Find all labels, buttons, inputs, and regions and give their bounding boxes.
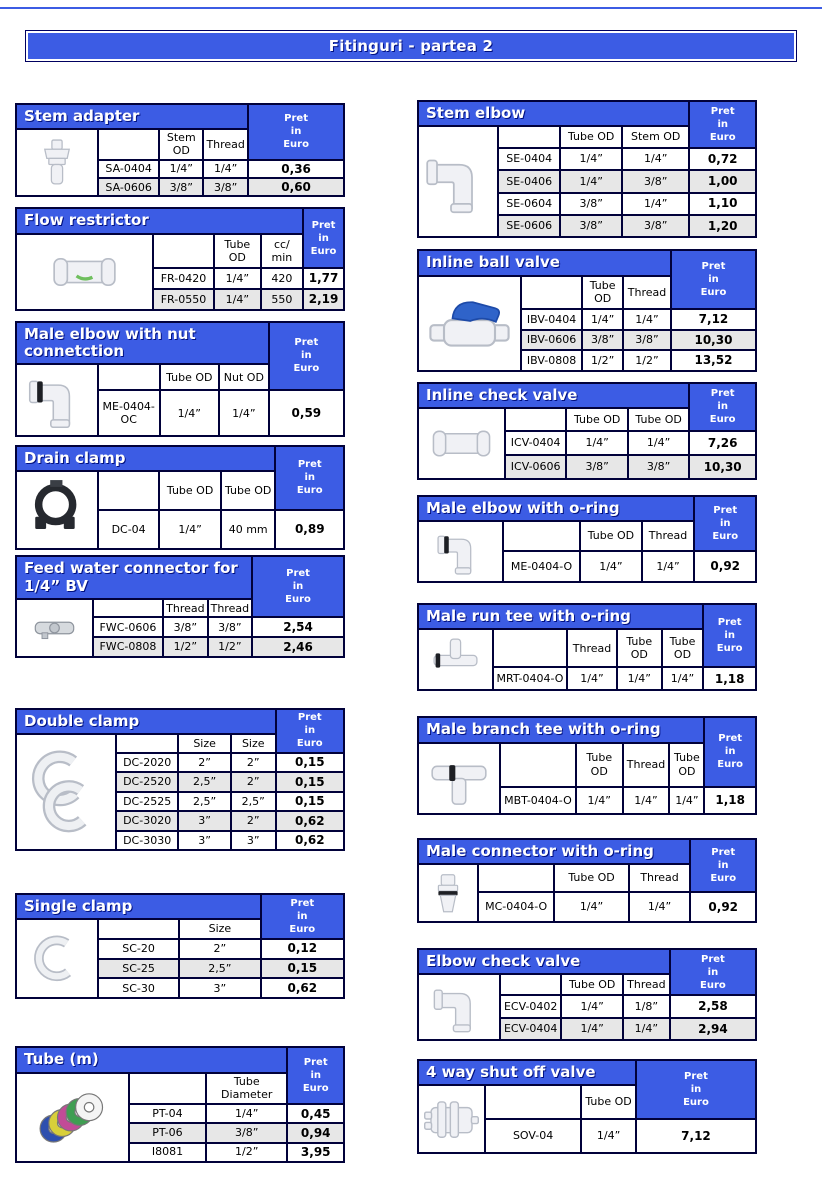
product-code: SA-0404	[98, 160, 159, 178]
price-header	[303, 208, 344, 268]
product-image-ball-valve	[418, 276, 521, 371]
column-header: Thread	[567, 629, 617, 667]
price-header-label: Pret in Euro	[293, 337, 320, 375]
price-value: 0,60	[248, 178, 344, 196]
product-code: ECV-0404	[500, 1018, 562, 1040]
column-header: Tube OD	[581, 1085, 636, 1118]
page-title-bar	[25, 30, 797, 62]
product-code: PT-06	[129, 1123, 206, 1142]
price-value: 10,30	[689, 455, 756, 479]
price-value: 0,45	[287, 1104, 344, 1123]
price-value: 7,12	[636, 1119, 756, 1154]
product-code: DC-3020	[116, 811, 178, 830]
price-value: 0,59	[269, 390, 344, 436]
price-value: 0,62	[276, 831, 344, 850]
product-photo	[421, 867, 475, 919]
column-header: Thread	[208, 599, 252, 617]
spec-value: 1/4”	[582, 309, 623, 329]
product-code: MC-0404-O	[478, 892, 554, 922]
spec-value: 3”	[231, 831, 276, 850]
product-image-single-clamp	[16, 919, 98, 998]
spec-value: 3/8”	[159, 178, 203, 196]
product-table-check-valve	[417, 382, 757, 480]
code-column-header	[98, 919, 179, 938]
product-code: DC-04	[98, 510, 159, 550]
price-header-label: Pret in Euro	[310, 219, 337, 257]
spec-value: 1/4”	[566, 431, 627, 455]
product-code: ICV-0606	[505, 455, 567, 479]
table-title: Inline ball valve	[418, 250, 671, 275]
spec-value: 2”	[231, 811, 276, 830]
product-code: PT-04	[129, 1104, 206, 1123]
product-image-elbow-oring	[418, 521, 503, 582]
price-value: 0,62	[261, 978, 344, 998]
spec-value: 1/4”	[560, 148, 622, 170]
product-code: MBT-0404-O	[500, 787, 576, 814]
price-value: 0,89	[275, 510, 344, 550]
code-column-header	[493, 629, 567, 667]
product-code: DC-3030	[116, 831, 178, 850]
spec-value: 1/4”	[561, 995, 622, 1017]
price-value: 2,19	[303, 289, 344, 310]
product-code: SE-0606	[498, 215, 561, 237]
table-title: Male elbow with o-ring	[418, 496, 694, 521]
code-column-header	[129, 1073, 206, 1105]
product-photo	[19, 474, 95, 546]
spec-value: 1/4”	[581, 1119, 636, 1154]
product-code: DC-2525	[116, 792, 178, 811]
product-code: I8081	[129, 1143, 206, 1162]
right-column	[417, 100, 757, 1154]
price-header	[636, 1060, 756, 1119]
spec-value: 3/8”	[560, 215, 622, 237]
product-code: DC-2020	[116, 753, 178, 772]
spec-value: 2”	[179, 939, 260, 959]
spec-value: 3/8”	[206, 1123, 287, 1142]
price-header	[689, 383, 756, 431]
table-title: Stem elbow	[418, 101, 689, 126]
product-code: SOV-04	[485, 1119, 581, 1154]
spec-value: 2,5”	[179, 959, 260, 979]
code-column-header	[98, 471, 159, 509]
price-value: 1,10	[689, 193, 756, 215]
code-column-header	[98, 129, 159, 159]
product-table-elbow-check	[417, 948, 757, 1041]
price-header	[252, 556, 344, 617]
product-code: FWC-0808	[93, 637, 163, 657]
price-header-label: Pret in Euro	[712, 504, 739, 542]
table-title: Inline check valve	[418, 383, 689, 408]
spec-value: 3/8”	[560, 193, 622, 215]
price-header-label: Pret in Euro	[716, 617, 743, 655]
product-code: MRT-0404-O	[493, 667, 567, 690]
price-value: 0,15	[276, 753, 344, 772]
spec-value: 3”	[179, 978, 260, 998]
product-code: ME-0404-OC	[98, 390, 160, 436]
table-title: Male run tee with o-ring	[418, 604, 703, 629]
product-code: SA-0606	[98, 178, 159, 196]
code-column-header	[521, 276, 582, 310]
table-title: Flow restrictor	[16, 208, 303, 233]
left-column	[15, 103, 345, 1163]
product-image-check-valve	[418, 408, 505, 479]
table-title: Male connector with o-ring	[418, 839, 690, 864]
spec-value: 1/4”	[203, 160, 248, 178]
price-header-label: Pret in Euro	[285, 568, 311, 606]
product-image-run-tee	[418, 629, 493, 690]
spec-value: 1/4”	[617, 667, 662, 690]
price-value: 1,77	[303, 268, 344, 289]
column-header: Tube OD	[582, 276, 623, 310]
product-table-connector-oring	[417, 838, 757, 923]
spec-value: 3/8”	[208, 617, 252, 637]
price-header	[704, 717, 756, 786]
price-header-label: Pret in Euro	[717, 733, 744, 771]
code-column-header	[498, 126, 561, 148]
table-title: Stem adapter	[16, 104, 248, 129]
product-image-tube	[16, 1073, 129, 1162]
product-table-branch-tee	[417, 716, 757, 814]
price-header	[248, 104, 344, 160]
product-code: IBV-0606	[521, 330, 582, 350]
price-value: 0,94	[287, 1123, 344, 1142]
column-header: Stem OD	[622, 126, 689, 148]
table-title: Single clamp	[16, 894, 261, 919]
product-code: IBV-0404	[521, 309, 582, 329]
table-title: 4 way shut off valve	[418, 1060, 636, 1085]
price-header	[276, 709, 344, 753]
column-header: cc/ min	[261, 234, 304, 268]
column-header: Thread	[642, 521, 695, 551]
table-title: Tube (m)	[16, 1047, 287, 1072]
product-photo	[421, 746, 497, 811]
spec-value: 1/4”	[567, 667, 617, 690]
product-photo	[421, 632, 490, 687]
code-column-header	[116, 734, 178, 753]
price-value: 13,52	[671, 350, 756, 370]
product-table-run-tee	[417, 603, 757, 691]
price-header	[671, 250, 756, 309]
spec-value: 2”	[178, 753, 231, 772]
table-title: Feed water connector for 1/4” BV	[16, 556, 252, 599]
spec-value: 1/4”	[628, 431, 689, 455]
product-photo	[421, 129, 495, 234]
price-header	[287, 1047, 344, 1104]
column-header: Nut OD	[219, 364, 269, 390]
product-photo	[19, 737, 113, 847]
code-column-header	[98, 364, 160, 390]
column-header: Tube OD	[561, 974, 622, 995]
product-table-drain-clamp	[15, 445, 345, 550]
spec-value: 1/2”	[206, 1143, 287, 1162]
product-table-shutoff-valve	[417, 1059, 757, 1154]
product-image-stem-elbow	[418, 126, 498, 237]
product-photo	[421, 1088, 482, 1150]
spec-value: 3/8”	[582, 330, 623, 350]
product-table-stem-elbow	[417, 100, 757, 238]
spec-value: 1/4”	[206, 1104, 287, 1123]
product-code: SE-0406	[498, 170, 561, 192]
price-value: 0,36	[248, 160, 344, 178]
table-title: Elbow check valve	[418, 949, 670, 974]
table-title: Double clamp	[16, 709, 276, 734]
spec-value: 1/4”	[561, 1018, 622, 1040]
column-header: Size	[178, 734, 231, 753]
spec-value: 40 mm	[221, 510, 276, 550]
price-value: 0,72	[689, 148, 756, 170]
spec-value: 1/4”	[622, 193, 689, 215]
product-code: SC-25	[98, 959, 179, 979]
price-header-label: Pret in Euro	[709, 388, 736, 426]
price-header	[694, 496, 756, 551]
spec-value: 420	[261, 268, 304, 289]
product-code: SC-30	[98, 978, 179, 998]
price-header	[275, 446, 344, 510]
spec-value: 1/2”	[623, 350, 671, 370]
spec-value: 3/8”	[566, 455, 627, 479]
top-divider	[0, 7, 822, 9]
spec-value: 1/4”	[554, 892, 628, 922]
product-table-male-elbow-nut	[15, 321, 345, 438]
spec-value: 1/4”	[580, 551, 641, 582]
spec-value: 3/8”	[203, 178, 248, 196]
spec-value: 550	[261, 289, 304, 310]
spec-value: 1/8”	[623, 995, 670, 1017]
product-code: SE-0604	[498, 193, 561, 215]
spec-value: 3”	[178, 831, 231, 850]
column-header: Tube OD	[221, 471, 276, 509]
spec-value: 2,5”	[231, 792, 276, 811]
product-photo	[421, 977, 497, 1037]
spec-value: 3/8”	[628, 455, 689, 479]
price-header-label: Pret in Euro	[289, 897, 316, 935]
table-title: Drain clamp	[16, 446, 275, 471]
column-header: Stem OD	[159, 129, 203, 159]
column-header: Tube OD	[560, 126, 622, 148]
product-photo	[421, 411, 502, 476]
product-table-flow-restrictor	[15, 207, 345, 310]
column-header: Tube OD	[159, 471, 221, 509]
column-header: Tube OD	[669, 743, 704, 787]
column-header: Tube Diameter	[206, 1073, 287, 1105]
price-value: 2,54	[252, 617, 344, 637]
product-table-stem-adapter	[15, 103, 345, 197]
product-table-ball-valve	[417, 249, 757, 371]
code-column-header	[500, 974, 562, 995]
column-header: Tube OD	[160, 364, 220, 390]
price-header-label: Pret in Euro	[683, 1070, 709, 1108]
spec-value: 1/2”	[163, 637, 207, 657]
price-value: 1,00	[689, 170, 756, 192]
product-photo	[19, 1076, 126, 1159]
price-value: 2,46	[252, 637, 344, 657]
product-table-feed-water	[15, 555, 345, 658]
spec-value: 1/4”	[219, 390, 269, 436]
product-image-drain-clamp	[16, 471, 98, 549]
product-image-stem-adapter	[16, 129, 98, 196]
code-column-header	[93, 599, 163, 617]
column-header: Thread	[623, 974, 670, 995]
product-photo	[19, 135, 95, 190]
product-code: FR-0550	[153, 289, 214, 310]
spec-value: 1/4”	[560, 170, 622, 192]
price-header	[670, 949, 756, 996]
price-value: 0,12	[261, 939, 344, 959]
column-header: Thread	[203, 129, 248, 159]
price-header-label: Pret in Euro	[296, 712, 323, 750]
price-value: 0,62	[276, 811, 344, 830]
spec-value: 3”	[178, 811, 231, 830]
price-value: 3,95	[287, 1143, 344, 1162]
column-header: Tube OD	[576, 743, 623, 787]
spec-value: 3/8”	[163, 617, 207, 637]
code-column-header	[505, 408, 567, 431]
table-title: Male branch tee with o-ring	[418, 717, 704, 742]
product-photo	[19, 367, 95, 433]
price-value: 2,94	[670, 1018, 756, 1040]
price-header	[261, 894, 344, 938]
product-image-shutoff-valve	[418, 1085, 485, 1153]
spec-value: 1/4”	[576, 787, 623, 814]
code-column-header	[153, 234, 214, 268]
spec-value: 3/8”	[622, 170, 689, 192]
spec-value: 1/4”	[629, 892, 691, 922]
price-header-label: Pret in Euro	[700, 261, 727, 299]
code-column-header	[500, 743, 576, 787]
spec-value: 1/2”	[582, 350, 623, 370]
price-value: 7,12	[671, 309, 756, 329]
price-value: 1,18	[703, 667, 756, 690]
column-header: Thread	[163, 599, 207, 617]
price-header	[689, 101, 756, 148]
price-value: 0,15	[276, 792, 344, 811]
product-image-double-clamp	[16, 734, 116, 850]
price-header-label: Pret in Euro	[700, 953, 726, 991]
spec-value: 3/8”	[623, 330, 671, 350]
product-image-flow-restrictor	[16, 234, 153, 310]
spec-value: 1/4”	[623, 1018, 670, 1040]
column-header: Tube OD	[628, 408, 689, 431]
column-header: Thread	[623, 743, 670, 787]
price-header	[690, 839, 756, 893]
product-image-feed-water	[16, 599, 93, 657]
spec-value: 1/4”	[159, 510, 221, 550]
spec-value: 1/4”	[669, 787, 704, 814]
price-header-label: Pret in Euro	[296, 459, 323, 497]
column-header: Tube OD	[617, 629, 662, 667]
price-header-label: Pret in Euro	[302, 1057, 329, 1095]
price-value: 10,30	[671, 330, 756, 350]
product-image-connector-oring	[418, 864, 478, 922]
product-table-tube	[15, 1046, 345, 1162]
product-code: ECV-0402	[500, 995, 562, 1017]
price-header	[269, 322, 344, 391]
product-table-elbow-oring	[417, 495, 757, 583]
code-column-header	[478, 864, 554, 892]
product-code: IBV-0808	[521, 350, 582, 370]
price-value: 1,18	[704, 787, 756, 814]
product-code: FR-0420	[153, 268, 214, 289]
price-header	[703, 604, 756, 667]
column-header: Thread	[629, 864, 691, 892]
spec-value: 2”	[231, 772, 276, 791]
product-code: SE-0404	[498, 148, 561, 170]
column-header: Tube OD	[662, 629, 704, 667]
spec-value: 3/8”	[622, 215, 689, 237]
spec-value: 1/4”	[623, 309, 671, 329]
spec-value: 1/2”	[208, 637, 252, 657]
column-header: Thread	[623, 276, 671, 310]
price-value: 0,92	[694, 551, 756, 582]
price-header-label: Pret in Euro	[283, 113, 309, 151]
spec-value: 1/4”	[642, 551, 695, 582]
column-header: Size	[231, 734, 276, 753]
spec-value: 2,5”	[178, 792, 231, 811]
product-table-single-clamp	[15, 893, 345, 999]
product-photo	[19, 602, 90, 654]
spec-value: 1/4”	[159, 160, 203, 178]
product-image-branch-tee	[418, 743, 500, 814]
code-column-header	[485, 1085, 581, 1118]
product-image-elbow-check	[418, 974, 500, 1040]
column-header: Tube OD	[580, 521, 641, 551]
product-code: ICV-0404	[505, 431, 567, 455]
spec-value: 1/4”	[214, 289, 261, 310]
code-column-header	[503, 521, 580, 551]
column-header: Tube OD	[214, 234, 261, 268]
price-value: 7,26	[689, 431, 756, 455]
price-value: 2,58	[670, 995, 756, 1017]
table-title: Male elbow with nut connetction	[16, 322, 269, 365]
column-header: Tube OD	[566, 408, 627, 431]
product-photo	[19, 237, 150, 307]
price-value: 0,15	[276, 772, 344, 791]
page-title: Fitinguri - partea 2	[328, 37, 494, 55]
spec-value: 1/4”	[623, 787, 670, 814]
product-photo	[421, 524, 500, 579]
product-code: SC-20	[98, 939, 179, 959]
spec-value: 1/4”	[160, 390, 220, 436]
product-code: DC-2520	[116, 772, 178, 791]
spec-value: 1/4”	[622, 148, 689, 170]
spec-value: 1/4”	[214, 268, 261, 289]
product-photo	[19, 922, 95, 995]
product-code: ME-0404-O	[503, 551, 580, 582]
product-photo	[421, 279, 518, 368]
price-value: 0,15	[261, 959, 344, 979]
product-table-double-clamp	[15, 708, 345, 851]
product-image-male-elbow-nut	[16, 364, 98, 436]
product-code: FWC-0606	[93, 617, 163, 637]
column-header: Size	[179, 919, 260, 938]
spec-value: 2”	[231, 753, 276, 772]
price-value: 0,92	[690, 892, 756, 922]
spec-value: 1/4”	[662, 667, 704, 690]
price-header-label: Pret in Euro	[709, 105, 736, 143]
price-header-label: Pret in Euro	[710, 846, 737, 884]
price-value: 1,20	[689, 215, 756, 237]
column-header: Tube OD	[554, 864, 628, 892]
spec-value: 2,5”	[178, 772, 231, 791]
